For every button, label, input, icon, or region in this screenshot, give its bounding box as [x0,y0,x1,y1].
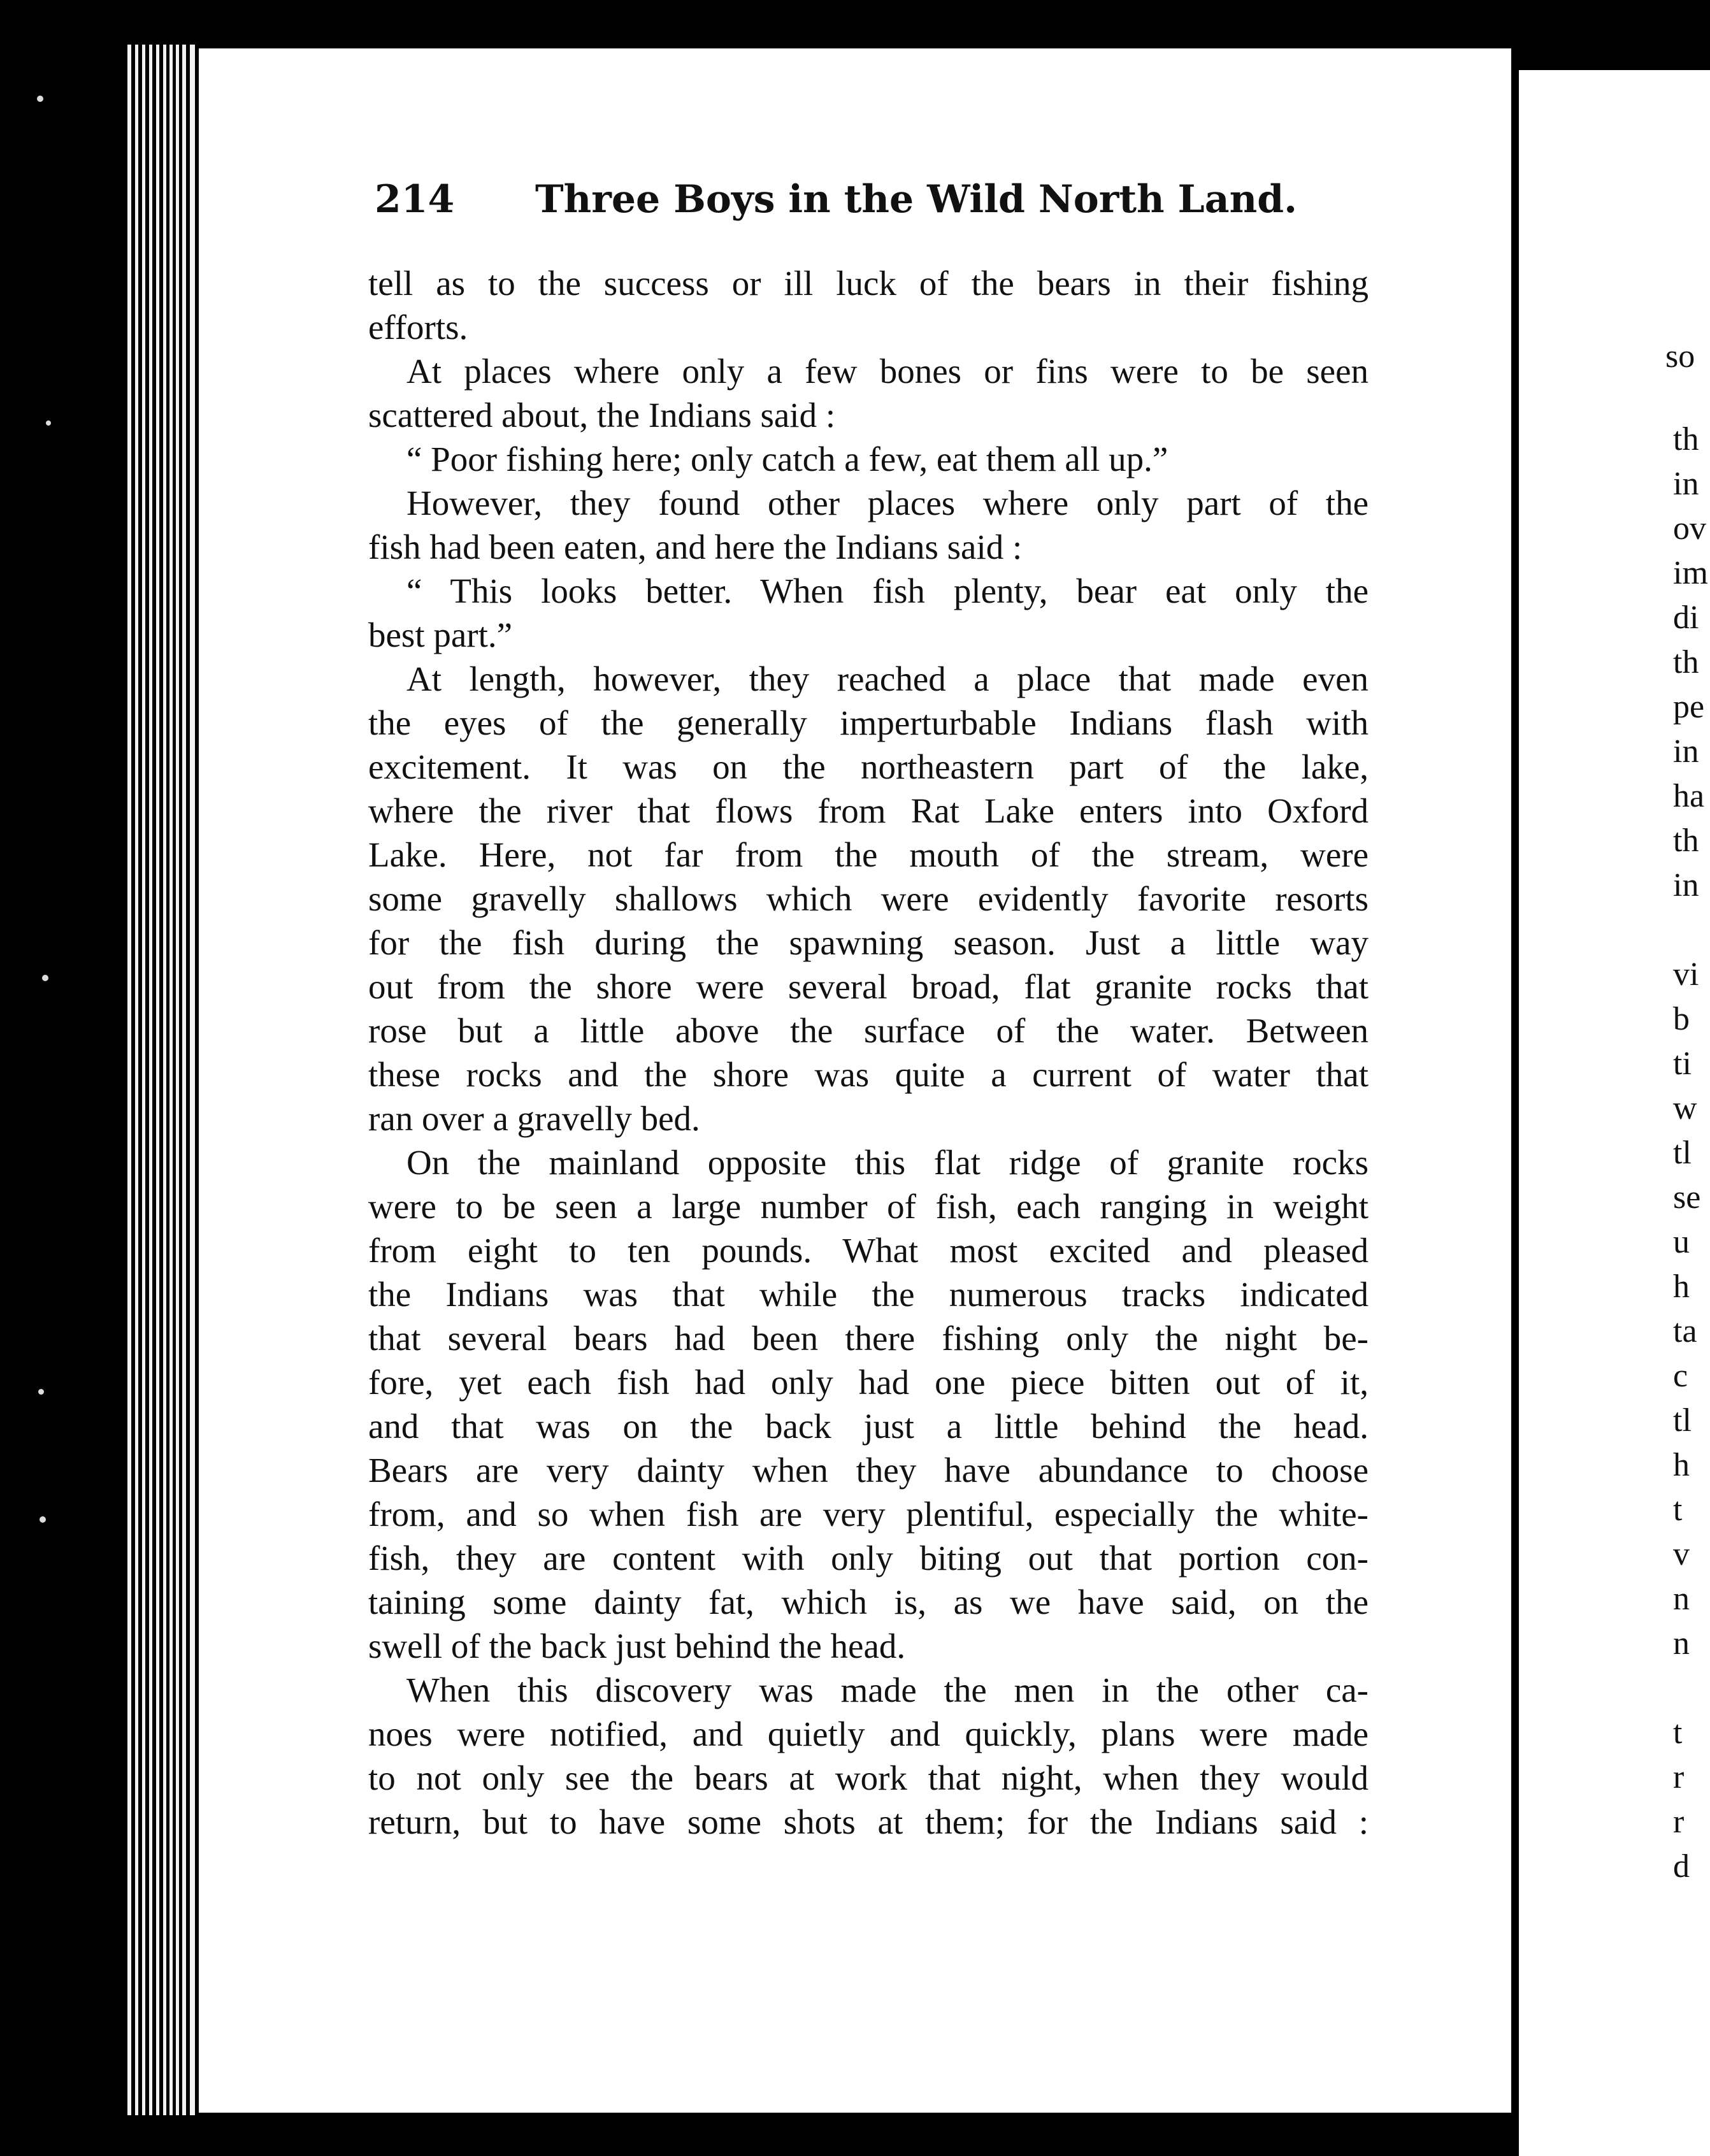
page-edge [182,45,186,2115]
dust-speck [46,420,51,426]
text-line: best part.” [368,615,513,654]
text-line: “ This looks better. When fish plenty, bear eat only the [406,571,1369,610]
page-edge [176,45,179,2115]
fragment: ha [1673,778,1705,814]
text-line: However, they found other places where only part of the [406,484,1369,522]
fragment: ta [1673,1313,1697,1349]
text-line: that several bears had been there fishing only the night be- [368,1319,1369,1358]
text-line: fish had been eaten, and here the Indians said : [368,528,1023,566]
fragment: in [1673,733,1699,770]
fragment: tl [1673,1402,1692,1439]
fragment: ov [1673,510,1706,547]
text-line: rose but a little above the surface of the water. Between [368,1011,1369,1050]
page-edge [156,45,159,2115]
fragment: th [1673,421,1699,457]
fragment: se [1673,1179,1701,1216]
fragment: tl [1673,1135,1692,1171]
text-line: fish, they are content with only biting out that portion con- [368,1539,1369,1577]
fragment: r [1673,1759,1685,1795]
fragment: t [1673,1491,1683,1528]
text-line: “ Poor fishing here; only catch a few, eat them all up.” [406,440,1168,478]
fragment: t [1673,1714,1683,1751]
text-line: the Indians was that while the numerous tracks indicated [368,1275,1369,1314]
fragment: b [1673,1001,1690,1037]
text-line: fore, yet each fish had only had one piece bitten out of it, [368,1363,1369,1402]
page-edge [127,45,131,2115]
page-edge [163,45,166,2115]
fragment: v [1673,1536,1690,1572]
fragment: di [1673,600,1699,636]
page-number: 214 [375,177,455,222]
text-line: ran over a gravelly bed. [368,1099,700,1138]
page-edge [142,45,145,2115]
page-edge [169,45,173,2115]
fragment: vi [1673,956,1699,993]
page-edge [149,45,152,2115]
text-line: Bears are very dainty when they have abundance to choose [368,1451,1369,1490]
running-head [375,177,1369,234]
text-line: scattered about, the Indians said : [368,396,836,435]
fragment: c [1673,1358,1688,1394]
fragment: u [1673,1224,1690,1260]
text-line: to not only see the bears at work that night, when they would [368,1758,1369,1797]
text-line: for the fish during the spawning season. Just a little way [368,923,1369,962]
text-line: excitement. It was on the northeastern part of the lake, [368,747,1369,786]
text-line: return, but to have some shots at them; for the Indians said : [368,1802,1369,1841]
page-edge [190,45,195,2115]
text-line: where the river that flows from Rat Lake enters into Oxford [368,791,1369,830]
fragment: in [1673,466,1699,502]
text-line: At length, however, they reached a place that made even [406,659,1369,698]
fragment: h [1673,1268,1690,1305]
text-line: from, and so when fish are very plentiful, especially the white- [368,1495,1369,1534]
fragment: th [1673,644,1699,680]
fragment: n [1673,1581,1690,1617]
gutter [1511,51,1516,2153]
fragment: ti [1673,1046,1692,1082]
text-line: Lake. Here, not far from the mouth of the stream, were [368,835,1369,874]
fragment: im [1673,555,1708,591]
page-edge [135,45,138,2115]
text-line: tell as to the success or ill luck of the bears in their fishing [368,264,1369,303]
text-line: were to be seen a large number of fish, each ranging in weight [368,1187,1369,1226]
text-line: some gravelly shallows which were evidently favorite resorts [368,879,1369,918]
fragment: th [1673,823,1699,859]
book-title: Three Boys in the Wild North Land. [535,177,1298,222]
text-line: out from the shore were several broad, flat granite rocks that [368,967,1369,1006]
text-line: taining some dainty fat, which is, as we have said, on the [368,1583,1369,1621]
text-line: noes were notified, and quietly and quickly, plans were made [368,1714,1369,1753]
fragment: so [1665,338,1695,375]
text-line: On the mainland opposite this flat ridge of granite rocks [406,1143,1369,1182]
body-text [368,261,1369,1844]
dust-speck [38,1389,44,1395]
text-line: and that was on the back just a little behind the head. [368,1407,1369,1446]
dust-speck [40,1516,46,1523]
text-line: these rocks and the shore was quite a current of water that [368,1055,1369,1094]
text-line: swell of the back just behind the head. [368,1627,906,1665]
dust-speck [42,975,48,981]
text-line: efforts. [368,308,468,347]
text-line: At places where only a few bones or fins were to be seen [406,352,1369,391]
fragment: w [1673,1090,1697,1126]
text-line: When this discovery was made the men in the other ca- [406,1671,1369,1709]
fragment: d [1673,1848,1690,1885]
text-line: the eyes of the generally imperturbable Indians flash with [368,703,1369,742]
fragment: in [1673,867,1699,903]
text-line: from eight to ten pounds. What most excited and pleased [368,1231,1369,1270]
fragment: n [1673,1625,1690,1662]
fragment: r [1673,1804,1685,1840]
fragment: pe [1673,689,1705,725]
fragment: h [1673,1447,1690,1483]
dust-speck [37,96,43,102]
